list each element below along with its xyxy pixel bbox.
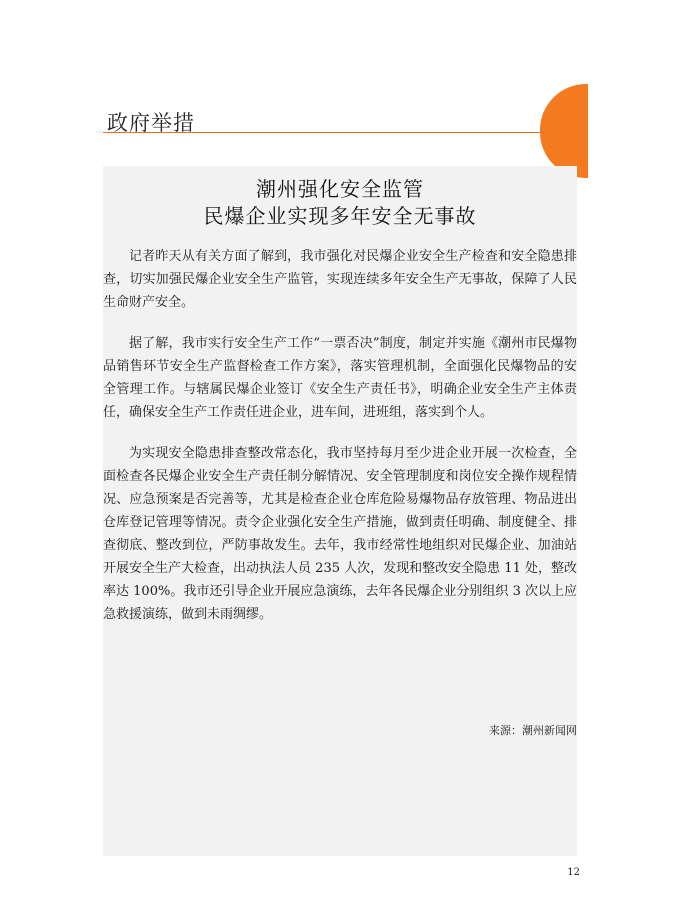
- article-paragraph-1: 记者昨天从有关方面了解到，我市强化对民爆企业安全生产检查和安全隐患排查，切实加强民爆企业安全生产监管，实现连续多年安全生产无事故，保障了人民生命财产安全。: [103, 249, 577, 310]
- article-paragraph-3: 为实现安全隐患排查整改常态化，我市坚持每月至少进企业开展一次检查，全面检查各民爆企业安全生产责任制分解情况、安全管理制度和岗位安全操作规程情况、应急预案是否完善等，尤其是检查企业仓库危险易爆物品存放管理、物品进出仓库登记管理等情况。责令企业强化安全生产措施，做到责任明确、制度健全、排查彻底、整改到位，严防事故发生。去年，我市经常性地组织对民爆企业、加油站开展安全生产大检查，出动执法人员 235 人次，发现和整改安全隐患 11 处，整改率达 100%。我市还引导企业开展应急演练，去年各民爆企业分别组织 3 次以上应急救援演练，做到未雨绸缪。: [103, 446, 577, 622]
- article-paragraph-2: 据了解，我市实行安全生产工作“一票否决”制度，制定并实施《潮州市民爆物品销售环节安全生产监督检查工作方案》，落实管理机制，全面强化民爆物品的安全管理工作。与辖属民爆企业签订《安全生产责任书》，明确企业安全生产主体责任，确保安全生产工作责任进企业，进车间，进班组，落实到个人。: [103, 336, 577, 420]
- article-source: 来源：潮州新闻网: [489, 724, 577, 737]
- article-title: [103, 176, 577, 230]
- section-title: 政府举措: [107, 111, 195, 135]
- orange-tab-decoration: [540, 84, 588, 178]
- section-header: [103, 103, 543, 137]
- section-divider: [103, 132, 543, 133]
- page-number: 12: [567, 867, 580, 878]
- article-title-line-1: 潮州强化安全监管: [256, 177, 424, 201]
- article-title-line-2: 民爆企业实现多年安全无事故: [203, 204, 477, 228]
- article-body: [103, 245, 577, 644]
